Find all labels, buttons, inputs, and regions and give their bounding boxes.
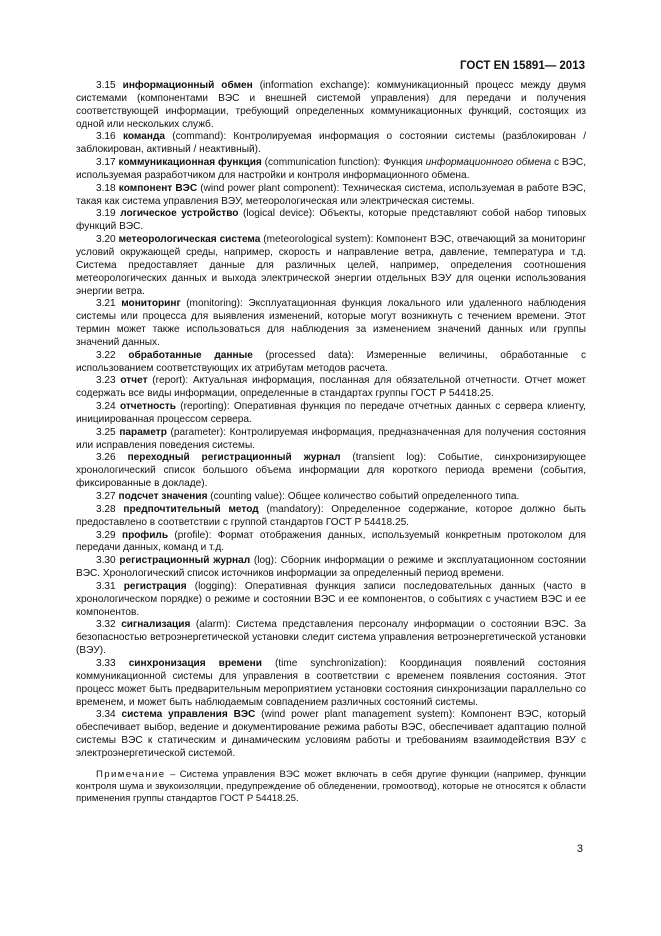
- entry-italic-reference: информационного обмена: [425, 157, 552, 169]
- entry-number: 3.16: [96, 131, 116, 143]
- entry-term: логическое устройство: [120, 208, 239, 220]
- entry-definition: (wind power plant component): Техническая система, используемая в работе ВЭС, такая как система управления ВЭУ, метеорологическая или электрическая системы.: [76, 182, 586, 207]
- entry-definition: (time synchronization): Координация появлений состояния коммуникационной системы для управления в соответствии с временем появления состояния. Этот процесс может быть предварительным мероприятием установки состояния синхронизации параллельно со временем, и может быть наблюдаемым совпадением различных состояний системы.: [76, 657, 586, 708]
- entry-definition: (meteorological system): Компонент ВЭС, отвечающий за мониторинг условий окружающей среды, например, скорость и направление ветра, давление, температура и т.д. Система предоставляет данные для различных целей, например, определения соотношения метеорологических данных и выхода электрической энергии отдельных ВЭУ для оценки использования энергии ветра.: [76, 234, 586, 297]
- entry-definition: (processed data): Измеренные величины, обработанные с использованием соответствующих их атрибутам методов расчета.: [76, 349, 586, 374]
- entry-term: синхронизация времени: [128, 657, 262, 669]
- entry-number: 3.23: [96, 375, 116, 387]
- entry-term: коммуникационная функция: [118, 157, 262, 169]
- entry-definition: (alarm): Система представления персоналу информации о состоянии ВЭС. За безопасностью ветроэнергетической установки следит система управления ветроэнергетической установки (ВЭУ).: [76, 619, 586, 657]
- entry-definition-cont: с ВЭС, используемая разработчиком для настройки и контроля информационного обмена.: [76, 157, 586, 181]
- definition-entry: [76, 80, 586, 131]
- entry-number: 3.20: [96, 234, 116, 246]
- entry-term: параметр: [119, 426, 167, 438]
- standard-header: ГОСТ EN 15891— 2013: [460, 60, 585, 72]
- entry-term: подсчет значения: [118, 491, 208, 502]
- entry-term: компонент ВЭС: [118, 182, 198, 194]
- entry-definition: (transient log): Событие, синхронизирующее хронологический список большого объема информации для короткого периода времени (события, фиксированные в докладе).: [76, 452, 586, 490]
- entry-definition: (wind power plant management system): Компонент ВЭС, который обеспечивает выбор, ведение и документирование режима работы ВЭС, обеспечивает адаптацию полной системы ВЭС к статическим и динамическим условиям работы и требованиям взаимодействия ВЭУ с электроэнергетической системой.: [76, 709, 586, 759]
- definition-entry: [76, 298, 586, 349]
- definition-entry: [76, 709, 586, 760]
- entry-number: 3.32: [96, 619, 116, 631]
- definition-entry: [76, 208, 586, 234]
- note-text: – Система управления ВЭС может включать в себя другие функции (например, функции контроля шума и звукоизоляции, предупреждение об обледенении, громоотвод), которые не относятся к области применения группы стандартов ГОСТ Р 54418.25.: [76, 768, 586, 804]
- entry-number: 3.28: [96, 503, 116, 515]
- entry-definition: (reporting): Оперативная функция по передаче отчетных данных с сервера клиенту, инициированная процессом сервера.: [76, 401, 586, 425]
- definition-entry: [76, 504, 586, 530]
- entry-term: переходный регистрационный журнал: [127, 452, 341, 464]
- entry-number: 3.22: [96, 349, 116, 361]
- entry-term: мониторинг: [121, 298, 181, 310]
- entry-definition: (monitoring): Эксплуатационная функция локального или удаленного наблюдения системы или процесса для выявления изменений, которые могут возникнуть с течением времени. Этот термин может также использоваться для наблюдения за изменением значений данных или группы значений данных.: [76, 298, 586, 348]
- definition-entry: [76, 350, 586, 376]
- entry-number: 3.19: [96, 208, 116, 220]
- entry-definition: (command): Контролируемая информация о состоянии системы (разблокирован / заблокирован, активный / неактивный).: [76, 131, 586, 156]
- entry-number: 3.17: [96, 157, 116, 169]
- note-label: Примечание: [96, 768, 166, 780]
- definition-entry: [76, 581, 586, 620]
- definition-entry: [76, 555, 586, 581]
- entry-term: отчетность: [119, 401, 176, 413]
- entry-term: предпочтительный метод: [123, 503, 259, 515]
- entry-term: метеорологическая система: [118, 234, 261, 246]
- entry-number: 3.25: [96, 426, 116, 438]
- entry-definition: (mandatory): Определенное содержание, которое должно быть предоставлено в соответствии с группой стандартов ГОСТ Р 54418.25.: [76, 503, 586, 528]
- entry-term: система управления ВЭС: [121, 709, 256, 721]
- entry-number: 3.24: [96, 401, 116, 413]
- definition-entry: [76, 157, 586, 183]
- entry-number: 3.33: [96, 657, 116, 669]
- definition-entry: [76, 183, 586, 209]
- entry-number: 3.21: [96, 298, 116, 310]
- definition-entry: [76, 491, 586, 504]
- entry-term: обработанные данные: [128, 349, 253, 361]
- note: [76, 769, 586, 805]
- entry-definition: (logging): Оперативная функция записи последовательных данных (часто в хронологическом порядке) о режиме и состоянии ВЭС и ее компонентов, о событиях с участием ВЭС и ее компонентов.: [76, 580, 586, 618]
- entry-term: регистрация: [123, 580, 187, 592]
- definitions-list: [76, 80, 586, 814]
- entry-number: 3.29: [96, 529, 116, 541]
- definition-entry: [76, 427, 586, 453]
- entry-definition: (log): Сборник информации о режиме и эксплуатационном состоянии ВЭС. Хронологический список источников информации за определенный период времени.: [76, 555, 586, 580]
- page-number: 3: [576, 843, 583, 855]
- entry-definition: (report): Актуальная информация, посланная для обязательной отчетности. Отчет может содержать все виды информации, определенные в стандартах группы ГОСТ Р 54418.25.: [76, 375, 586, 400]
- definition-entry: [76, 234, 586, 298]
- definition-entry: [76, 619, 586, 658]
- entry-term: команда: [122, 131, 165, 143]
- entry-number: 3.15: [96, 80, 116, 91]
- entry-definition: (information exchange): коммуникационный процесс между двумя системами (компонентами ВЭС и внешней системой управления) для передачи и получения соответствующей информации, требующий определенных коммуникационных функций, состоящих из одной или нескольких служб.: [76, 80, 586, 130]
- entry-number: 3.26: [96, 452, 116, 464]
- entry-number: 3.34: [96, 709, 116, 721]
- definition-entry: [76, 530, 586, 556]
- entry-definition: (profile): Формат отображения данных, используемый конкретным протоколом для передачи данных, команд и т.д.: [76, 529, 586, 554]
- definition-entry: [76, 131, 586, 157]
- entry-definition: (counting value): Общее количество событий определенного типа.: [207, 491, 520, 502]
- definition-entry: [76, 452, 586, 491]
- entry-definition: (communication function): Функция: [261, 157, 426, 169]
- entry-number: 3.27: [96, 491, 116, 502]
- entry-number: 3.30: [96, 555, 116, 567]
- entry-term: регистрационный журнал: [119, 555, 251, 567]
- definition-entry: [76, 658, 586, 709]
- entry-term: отчет: [120, 375, 148, 387]
- definition-entry: [76, 401, 586, 427]
- definition-entry: [76, 375, 586, 401]
- entry-definition: (logical device): Объекты, которые представляют собой набор типовых функций ВЭС.: [76, 208, 586, 233]
- entry-term: профиль: [121, 529, 169, 541]
- entry-term: информационный обмен: [122, 80, 253, 91]
- entry-definition: (parameter): Контролируемая информация, предназначенная для получения состояния или исправления поведения системы.: [76, 426, 586, 451]
- entry-number: 3.18: [96, 182, 116, 194]
- entry-number: 3.31: [96, 580, 116, 592]
- entry-term: сигнализация: [121, 619, 191, 631]
